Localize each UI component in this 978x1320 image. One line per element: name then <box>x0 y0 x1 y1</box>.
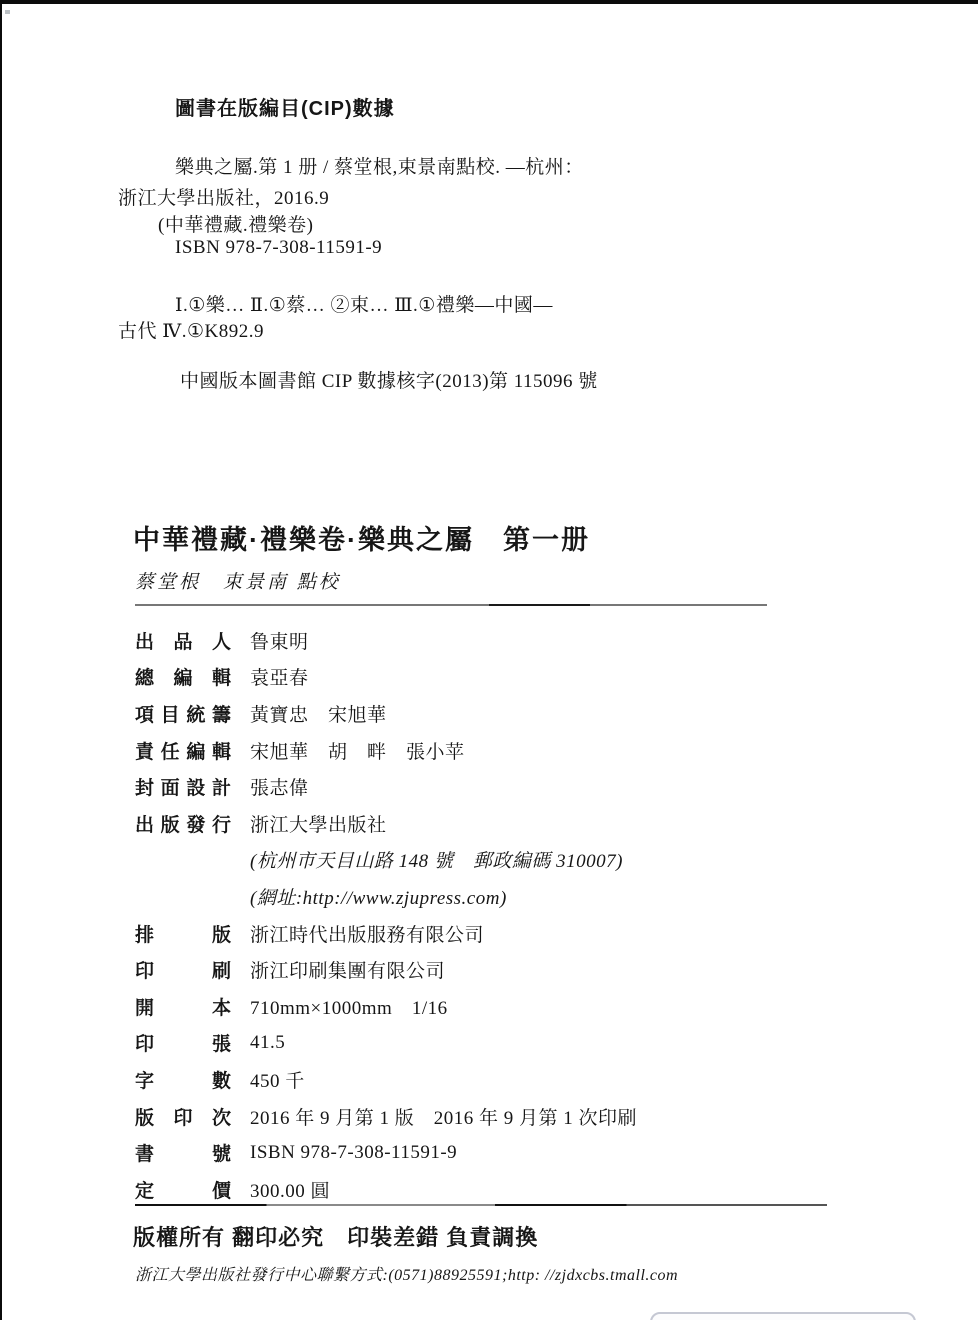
row-value: 41.5 <box>250 1031 286 1053</box>
colophon-row-printing <box>135 951 925 988</box>
colophon-row-chief-editor <box>135 659 925 696</box>
row-label: 封面設計 <box>135 778 231 800</box>
colophon-row-sheets <box>135 1025 925 1062</box>
copyright-notice: 版權所有 翻印必究 印裝差錯 負責調換 <box>133 1225 539 1250</box>
row-label: 出版發行 <box>135 814 231 836</box>
colophon-row-publisher <box>135 805 925 842</box>
editors-line: 蔡堂根 束景南 點校 <box>135 572 341 593</box>
row-value: 黃寶忠 宋旭華 <box>250 704 387 726</box>
colophon-row-typesetting <box>135 915 925 952</box>
colophon-row-producer <box>135 622 925 659</box>
cip-line-classification-1: Ⅰ.①樂… Ⅱ.①蔡… ②束… Ⅲ.①禮樂—中國— <box>175 295 553 316</box>
divider-bottom <box>135 1204 827 1206</box>
row-value: 張志偉 <box>250 778 309 800</box>
row-label: 總編輯 <box>135 668 231 690</box>
row-label: 印張 <box>135 1034 231 1056</box>
row-value: 450 千 <box>250 1070 305 1092</box>
row-label: 排版 <box>135 924 231 946</box>
row-value: (杭州市天目山路 148 號 郵政編碼 310007) <box>250 851 623 873</box>
row-value: 浙江大學出版社 <box>250 814 387 836</box>
row-label: 開本 <box>135 997 231 1019</box>
row-value: 2016 年 9 月第 1 版 2016 年 9 月第 1 次印刷 <box>250 1107 638 1129</box>
row-value: 浙江印刷集團有限公司 <box>250 961 446 983</box>
colophon-row-format <box>135 988 925 1025</box>
page-title: 中華禮藏·禮樂卷·樂典之屬 第一册 <box>133 525 590 555</box>
colophon-row-website <box>135 878 925 915</box>
colophon-row-address <box>135 842 925 879</box>
row-label: 印刷 <box>135 961 231 983</box>
row-value: 710mm×1000mm 1/16 <box>250 997 448 1019</box>
colophon-row-price <box>135 1171 925 1208</box>
cip-heading: 圖書在版編目(CIP)數據 <box>175 98 395 120</box>
row-label: 出品人 <box>135 631 231 653</box>
scan-border-left <box>0 0 2 1320</box>
cip-line-series: (中華禮藏.禮樂卷) <box>158 215 314 236</box>
bottom-right-artifact <box>650 1312 916 1320</box>
colophon-row-edition <box>135 1098 925 1135</box>
row-value: 袁亞春 <box>250 668 309 690</box>
row-label: 責任編輯 <box>135 741 231 763</box>
row-label: 定價 <box>135 1180 231 1202</box>
scan-border-top <box>0 0 978 4</box>
row-value: 浙江時代出版服務有限公司 <box>250 924 485 946</box>
colophon-row-responsible-editors <box>135 732 925 769</box>
row-value: ISBN 978-7-308-11591-9 <box>250 1141 458 1163</box>
distribution-contact: 浙江大學出版社發行中心聯繫方式:(0571)88925591;http: //zjdxcbs.tmall.com <box>135 1267 679 1284</box>
cip-line-isbn: ISBN 978-7-308-11591-9 <box>175 237 383 258</box>
row-label: 版印次 <box>135 1107 231 1129</box>
row-value: 宋旭華 胡 畔 張小苹 <box>250 741 465 763</box>
row-value: (網址:http://www.zjupress.com) <box>250 887 507 909</box>
row-value: 鲁東明 <box>250 631 309 653</box>
cip-record-number: 中國版本圖書館 CIP 數據核字(2013)第 115096 號 <box>180 371 598 392</box>
cip-line-classification-2: 古代 Ⅳ.①K892.9 <box>118 321 264 342</box>
colophon-row-cover-design <box>135 768 925 805</box>
colophon-row-word-count <box>135 1061 925 1098</box>
colophon-list <box>135 622 925 1208</box>
scan-speck <box>5 10 10 14</box>
cip-line-publisher: 浙江大學出版社，2016.9 <box>118 188 330 209</box>
cip-line-title: 樂典之屬.第 1 册 / 蔡堂根,束景南點校. —杭州： <box>175 157 584 178</box>
colophon-row-project-coordinators <box>135 695 925 732</box>
row-label: 字數 <box>135 1070 231 1092</box>
row-label: 書號 <box>135 1144 231 1166</box>
colophon-row-isbn <box>135 1134 925 1171</box>
divider-top <box>135 604 767 606</box>
row-label: 項目統籌 <box>135 704 231 726</box>
row-value: 300.00 圓 <box>250 1180 331 1202</box>
